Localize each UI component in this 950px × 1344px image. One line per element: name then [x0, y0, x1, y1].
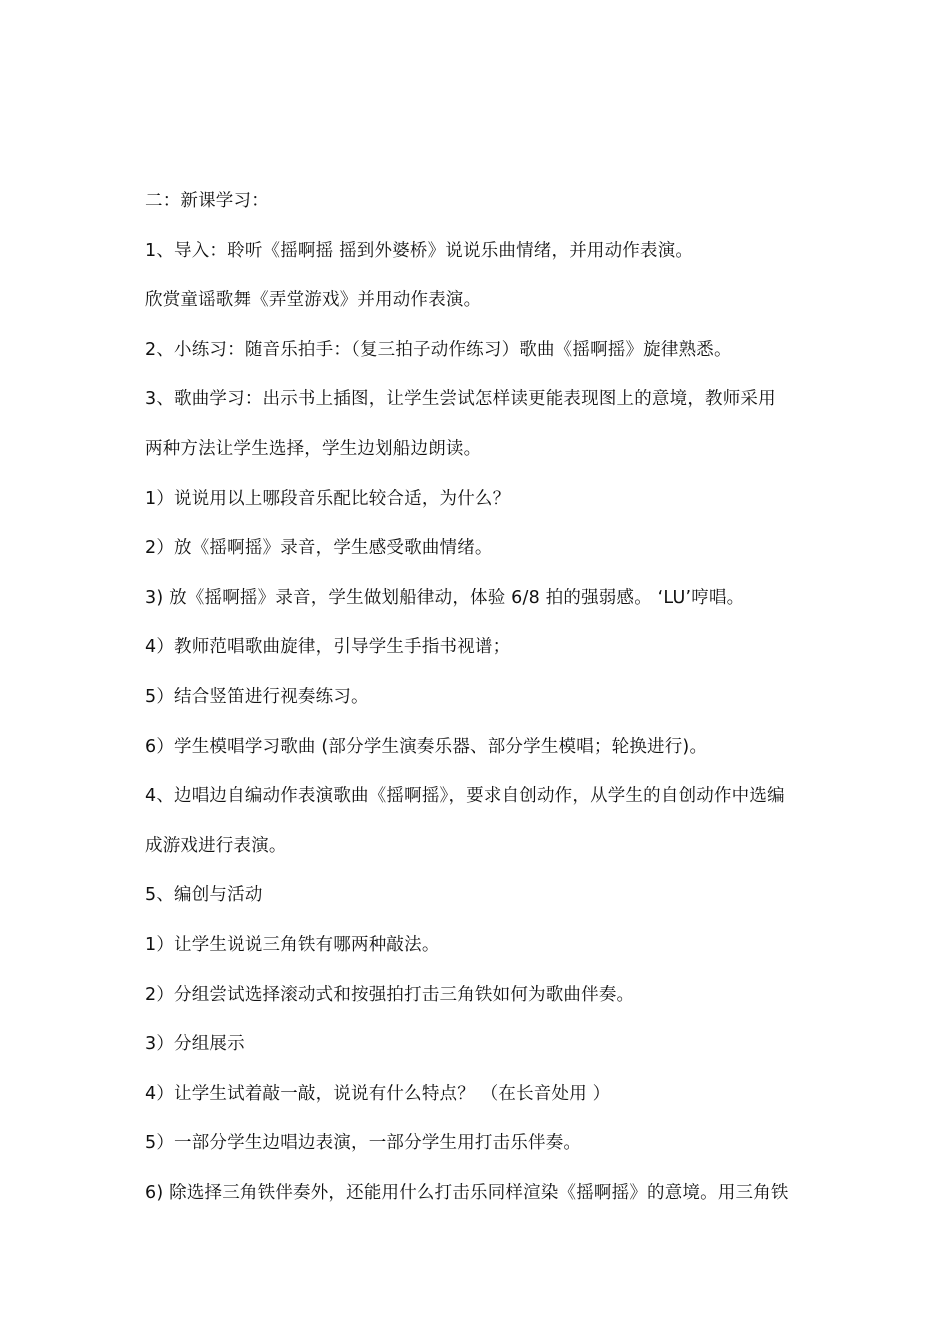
text-line: 4）让学生试着敲一敲，说说有什么特点？ （在长音处用 ） [145, 1083, 611, 1104]
text-line: 1、导入：聆听《摇啊摇 摇到外婆桥》说说乐曲情绪，并用动作表演。 [145, 240, 694, 261]
text-line: 3）分组展示 [145, 1034, 245, 1055]
text-line: 成游戏进行表演。 [145, 835, 287, 856]
text-line: 3、歌曲学习：出示书上插图，让学生尝试怎样读更能表现图上的意境，教师采用 [145, 389, 776, 410]
text-line: 4）教师范唱歌曲旋律，引导学生手指书视谱； [145, 637, 511, 658]
text-line: 2）放《摇啊摇》录音，学生感受歌曲情绪。 [145, 538, 493, 559]
document-body [145, 178, 825, 1219]
text-line: 欣赏童谣歌舞《弄堂游戏》并用动作表演。 [145, 290, 482, 311]
text-line: 5）结合竖笛进行视奏练习。 [145, 686, 369, 707]
text-line: 3) 放《摇啊摇》录音，学生做划船律动，体验 6/8 拍的强弱感。 ‘LU’哼唱。 [145, 587, 745, 608]
text-line: 4、边唱边自编动作表演歌曲《摇啊摇》，要求自创动作，从学生的自创动作中选编 [145, 786, 785, 807]
text-line: 6）学生模唱学习歌曲 (部分学生演奏乐器、部分学生模唱；轮换进行)。 [145, 736, 708, 757]
text-line: 2）分组尝试选择滚动式和按强拍打击三角铁如何为歌曲伴奏。 [145, 984, 635, 1005]
text-line: 2、小练习：随音乐拍手：（复三拍子动作练习）歌曲《摇啊摇》旋律熟悉。 [145, 339, 732, 360]
section-heading: 二：新课学习： [145, 191, 269, 211]
text-line: 1）让学生说说三角铁有哪两种敲法。 [145, 934, 440, 955]
text-line: 1）说说用以上哪段音乐配比较合适，为什么？ [145, 488, 511, 509]
text-line: 5）一部分学生边唱边表演，一部分学生用打击乐伴奏。 [145, 1133, 582, 1154]
text-line: 5、编创与活动 [145, 885, 263, 906]
text-line: 两种方法让学生选择，学生边划船边朗读。 [145, 438, 482, 459]
text-line: 6) 除选择三角铁伴奏外，还能用什么打击乐同样渲染《摇啊摇》的意境。用三角铁 [145, 1182, 789, 1203]
